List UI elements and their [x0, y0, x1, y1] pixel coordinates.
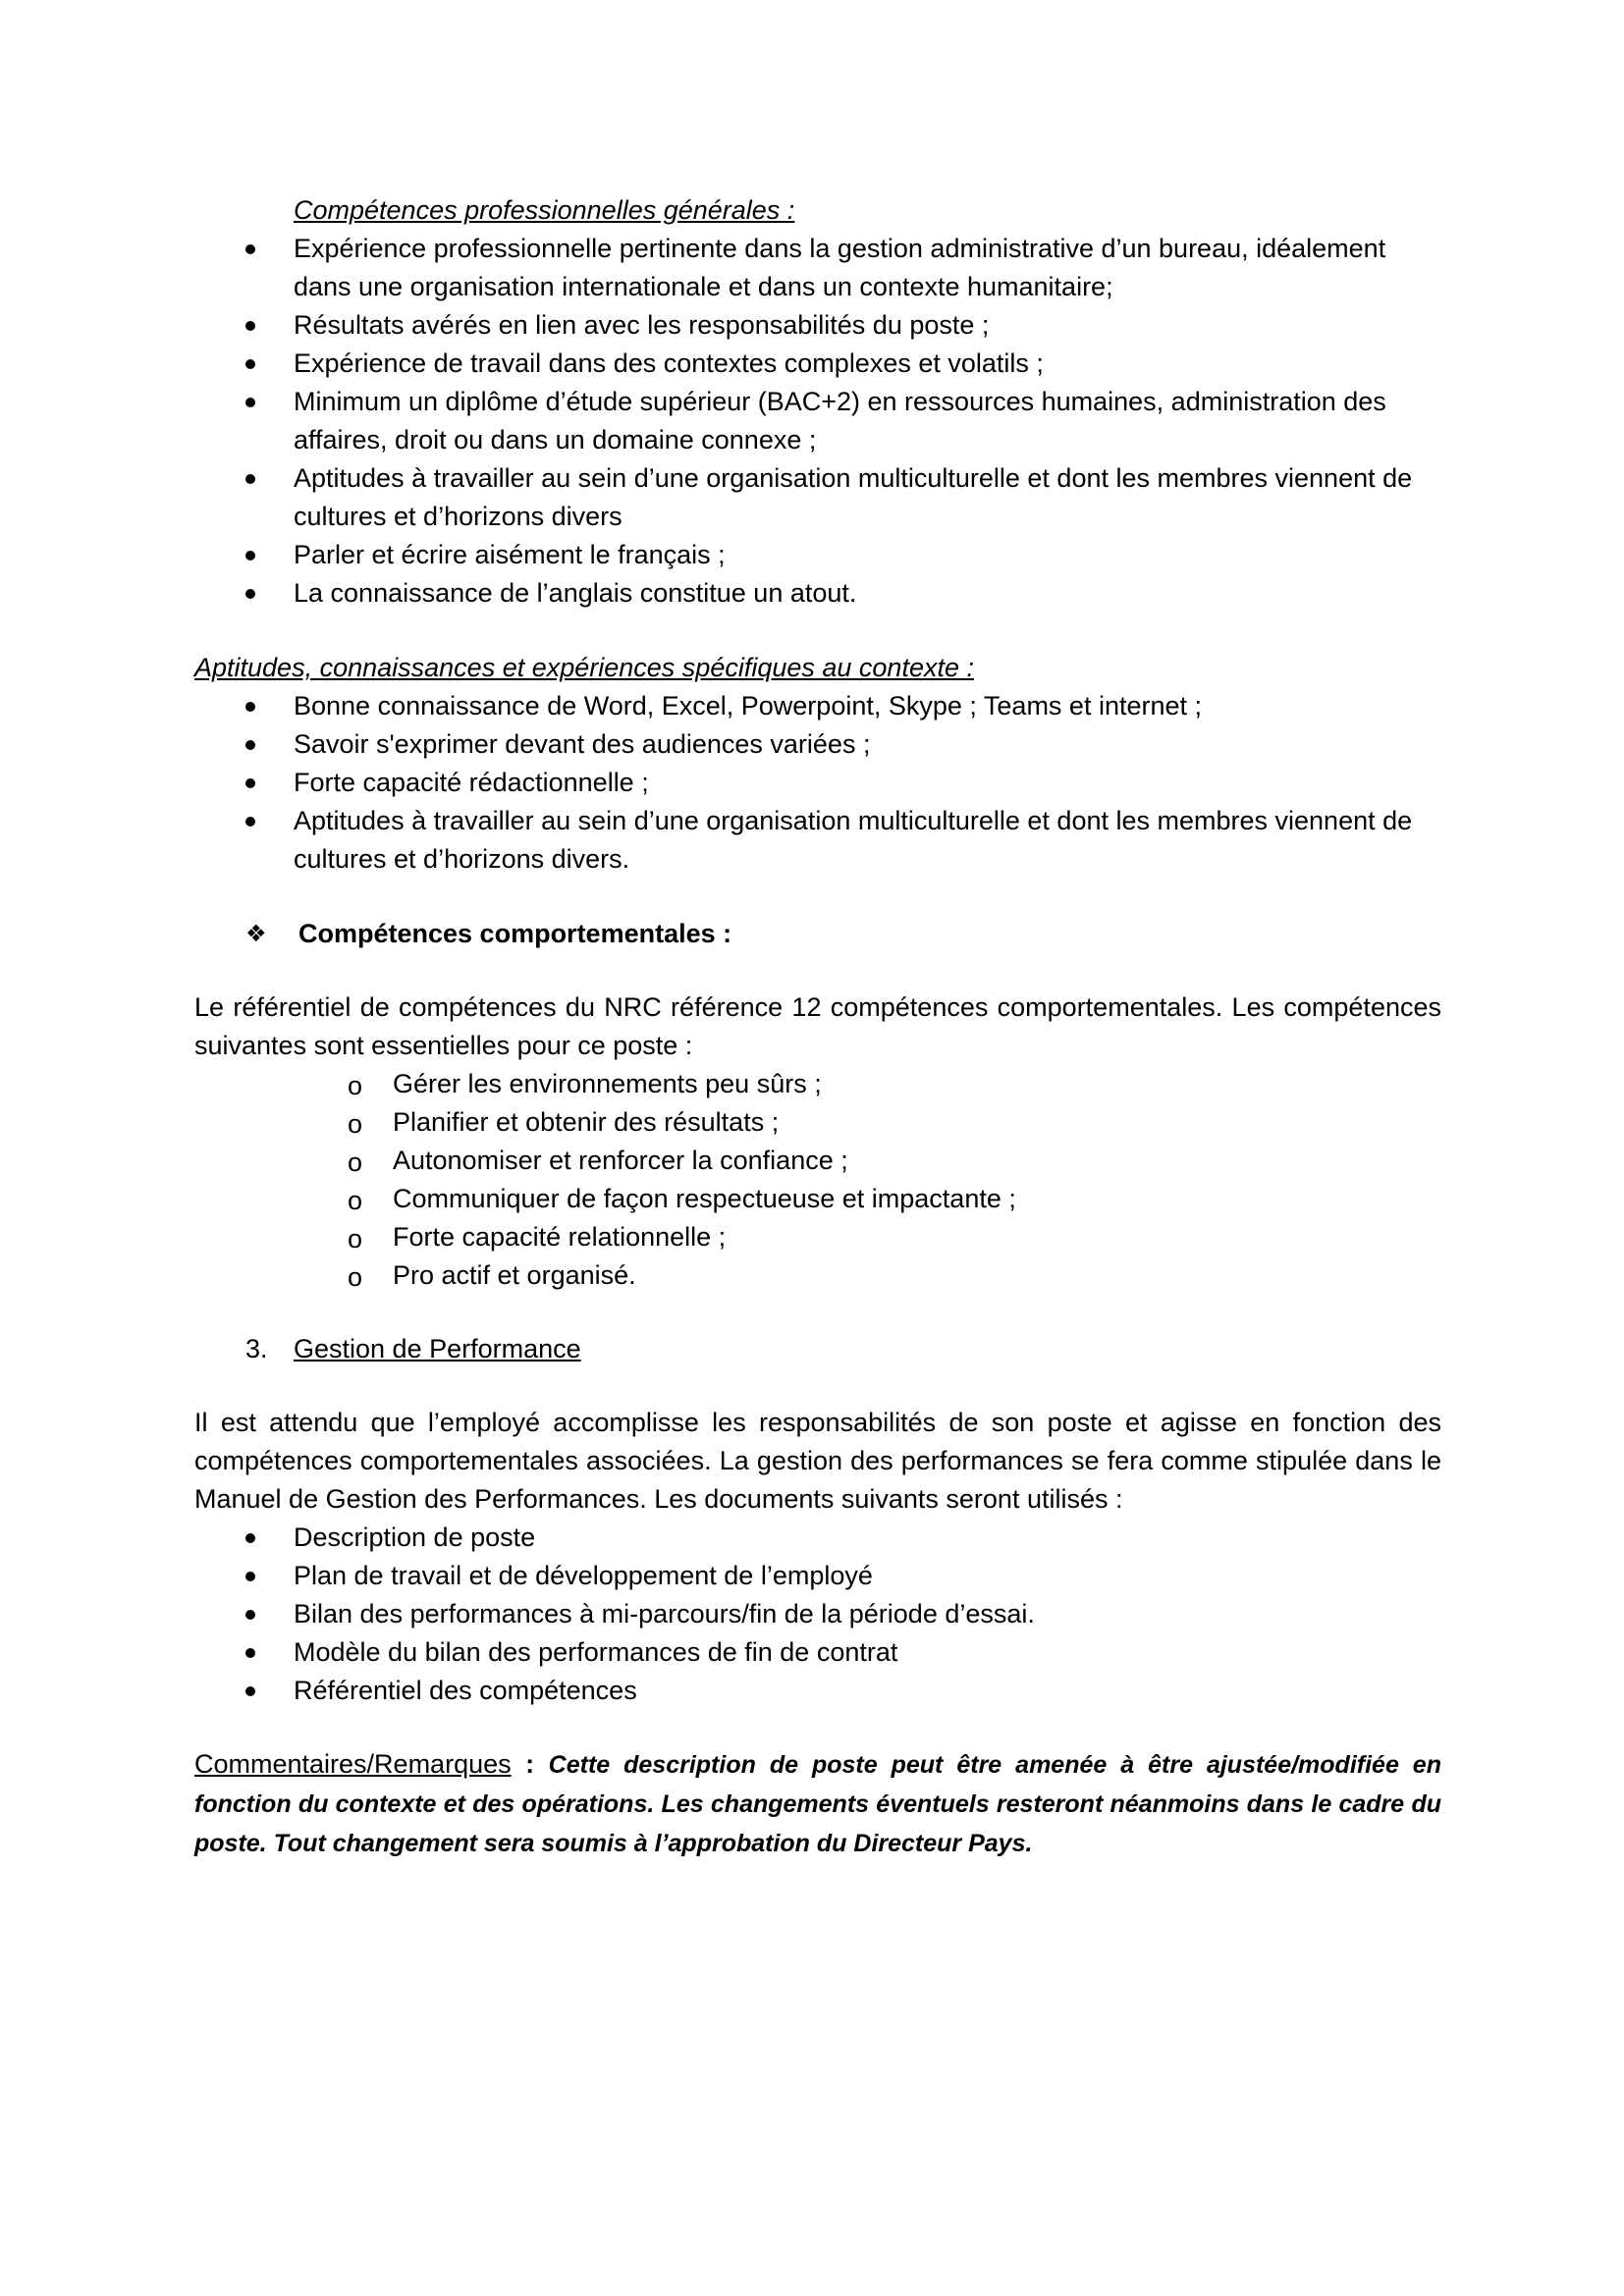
- remarks-colon: :: [511, 1749, 549, 1779]
- list-item: Plan de travail et de développement de l’employé: [194, 1557, 1441, 1595]
- bullet-icon: [245, 1572, 255, 1581]
- bullet-icon: [245, 321, 255, 331]
- performance-intro: Il est attendu que l’employé accomplisse les responsabilités de son poste et agisse en fonction des compétences comportementales associées. La gestion des performances se fera comme stipulée dans le Manuel de Gestion des Performances. Les documents suivants seront utilisés :: [194, 1408, 1441, 1514]
- performance-heading: [194, 1330, 1441, 1368]
- bullet-icon: [245, 1686, 255, 1696]
- bullet-icon: [245, 359, 255, 369]
- list-item: o Autonomiser et renforcer la confiance ;: [348, 1146, 848, 1177]
- list-item: Expérience de travail dans des contextes complexes et volatils ;: [194, 345, 1441, 383]
- list-item: Description de poste: [194, 1519, 1441, 1557]
- circle-bullet-icon: o: [348, 1224, 363, 1254]
- list-item: Expérience professionnelle pertinente dans la gestion administrative d’un bureau, idéalement dans une organisation internationale et dans un contexte humanitaire;: [194, 230, 1441, 306]
- diamond-bullet-icon: ❖: [245, 921, 267, 947]
- list-item: Aptitudes à travailler au sein d’une organisation multiculturelle et dont les membres viennent de cultures et d’horizons divers: [194, 459, 1441, 536]
- circle-bullet-icon: o: [348, 1186, 363, 1215]
- list-item: Aptitudes à travailler au sein d’une organisation multiculturelle et dont les membres viennent de cultures et d’horizons divers.: [194, 802, 1441, 879]
- list-item: o Pro actif et organisé.: [348, 1260, 636, 1292]
- list-item: o Planifier et obtenir des résultats ;: [348, 1107, 780, 1139]
- list-item: Forte capacité rédactionnelle ;: [194, 764, 1441, 802]
- bullet-icon: [245, 551, 255, 561]
- list-item: Bonne connaissance de Word, Excel, Powerpoint, Skype ; Teams et internet ;: [194, 687, 1441, 725]
- behavioral-heading: ❖ Compétences comportementales :: [194, 915, 1441, 953]
- list-item: o Communiquer de façon respectueuse et impactante ;: [348, 1184, 1016, 1215]
- remarks-label: Commentaires/Remarques: [194, 1749, 512, 1779]
- circle-bullet-icon: o: [348, 1109, 363, 1139]
- circle-bullet-icon: o: [348, 1148, 363, 1177]
- bullet-icon: [245, 1533, 255, 1543]
- bullet-icon: [245, 1610, 255, 1620]
- bullet-icon: [245, 474, 255, 484]
- bullet-icon: [245, 778, 255, 788]
- remarks-text: Cette description de poste peut être amenée à être ajustée/modifiée en fonction du contexte et des opérations. Les changements éventuels resteront néanmoins dans le cadre du poste. Tout changement sera soumis à l’approbation du Directeur Pays.: [194, 1751, 1441, 1857]
- section-title: Gestion de Performance: [294, 1334, 581, 1363]
- list-item: Résultats avérés en lien avec les responsabilités du poste ;: [194, 306, 1441, 345]
- list-item: o Forte capacité relationnelle ;: [348, 1222, 727, 1254]
- list-item: Modèle du bilan des performances de fin de contrat: [194, 1633, 1441, 1672]
- behavioral-intro: Le référentiel de compétences du NRC référence 12 compétences comportementales. Les compétences suivantes sont essentielles pour ce poste :: [194, 992, 1441, 1060]
- section-number: 3.: [245, 1334, 268, 1363]
- context-skills-heading: Aptitudes, connaissances et expériences spécifiques au contexte :: [194, 653, 974, 682]
- general-skills-list: [194, 230, 1441, 613]
- list-item: Référentiel des compétences: [194, 1672, 1441, 1710]
- behavioral-list: [194, 1065, 1441, 1295]
- bullet-icon: [245, 817, 255, 827]
- list-item: Bilan des performances à mi-parcours/fin de la période d’essai.: [194, 1595, 1441, 1633]
- bullet-icon: [245, 244, 255, 254]
- bullet-icon: [245, 1648, 255, 1658]
- remarks-paragraph: [194, 1745, 1441, 1863]
- circle-bullet-icon: o: [348, 1071, 363, 1100]
- context-skills-list: [194, 687, 1441, 879]
- bullet-icon: [245, 740, 255, 750]
- list-item: Parler et écrire aisément le français ;: [194, 536, 1441, 574]
- list-item: La connaissance de l’anglais constitue un atout.: [194, 574, 1441, 613]
- bullet-icon: [245, 398, 255, 407]
- bullet-icon: [245, 702, 255, 712]
- bullet-icon: [245, 589, 255, 599]
- circle-bullet-icon: o: [348, 1262, 363, 1292]
- performance-documents-list: [194, 1519, 1441, 1710]
- general-skills-heading: Compétences professionnelles générales :: [294, 195, 795, 225]
- document-page: [194, 191, 1441, 1863]
- list-item: Savoir s'exprimer devant des audiences variées ;: [194, 725, 1441, 764]
- list-item: Minimum un diplôme d’étude supérieur (BAC+2) en ressources humaines, administration des affaires, droit ou dans un domaine connexe ;: [194, 383, 1441, 459]
- list-item: o Gérer les environnements peu sûrs ;: [348, 1069, 822, 1100]
